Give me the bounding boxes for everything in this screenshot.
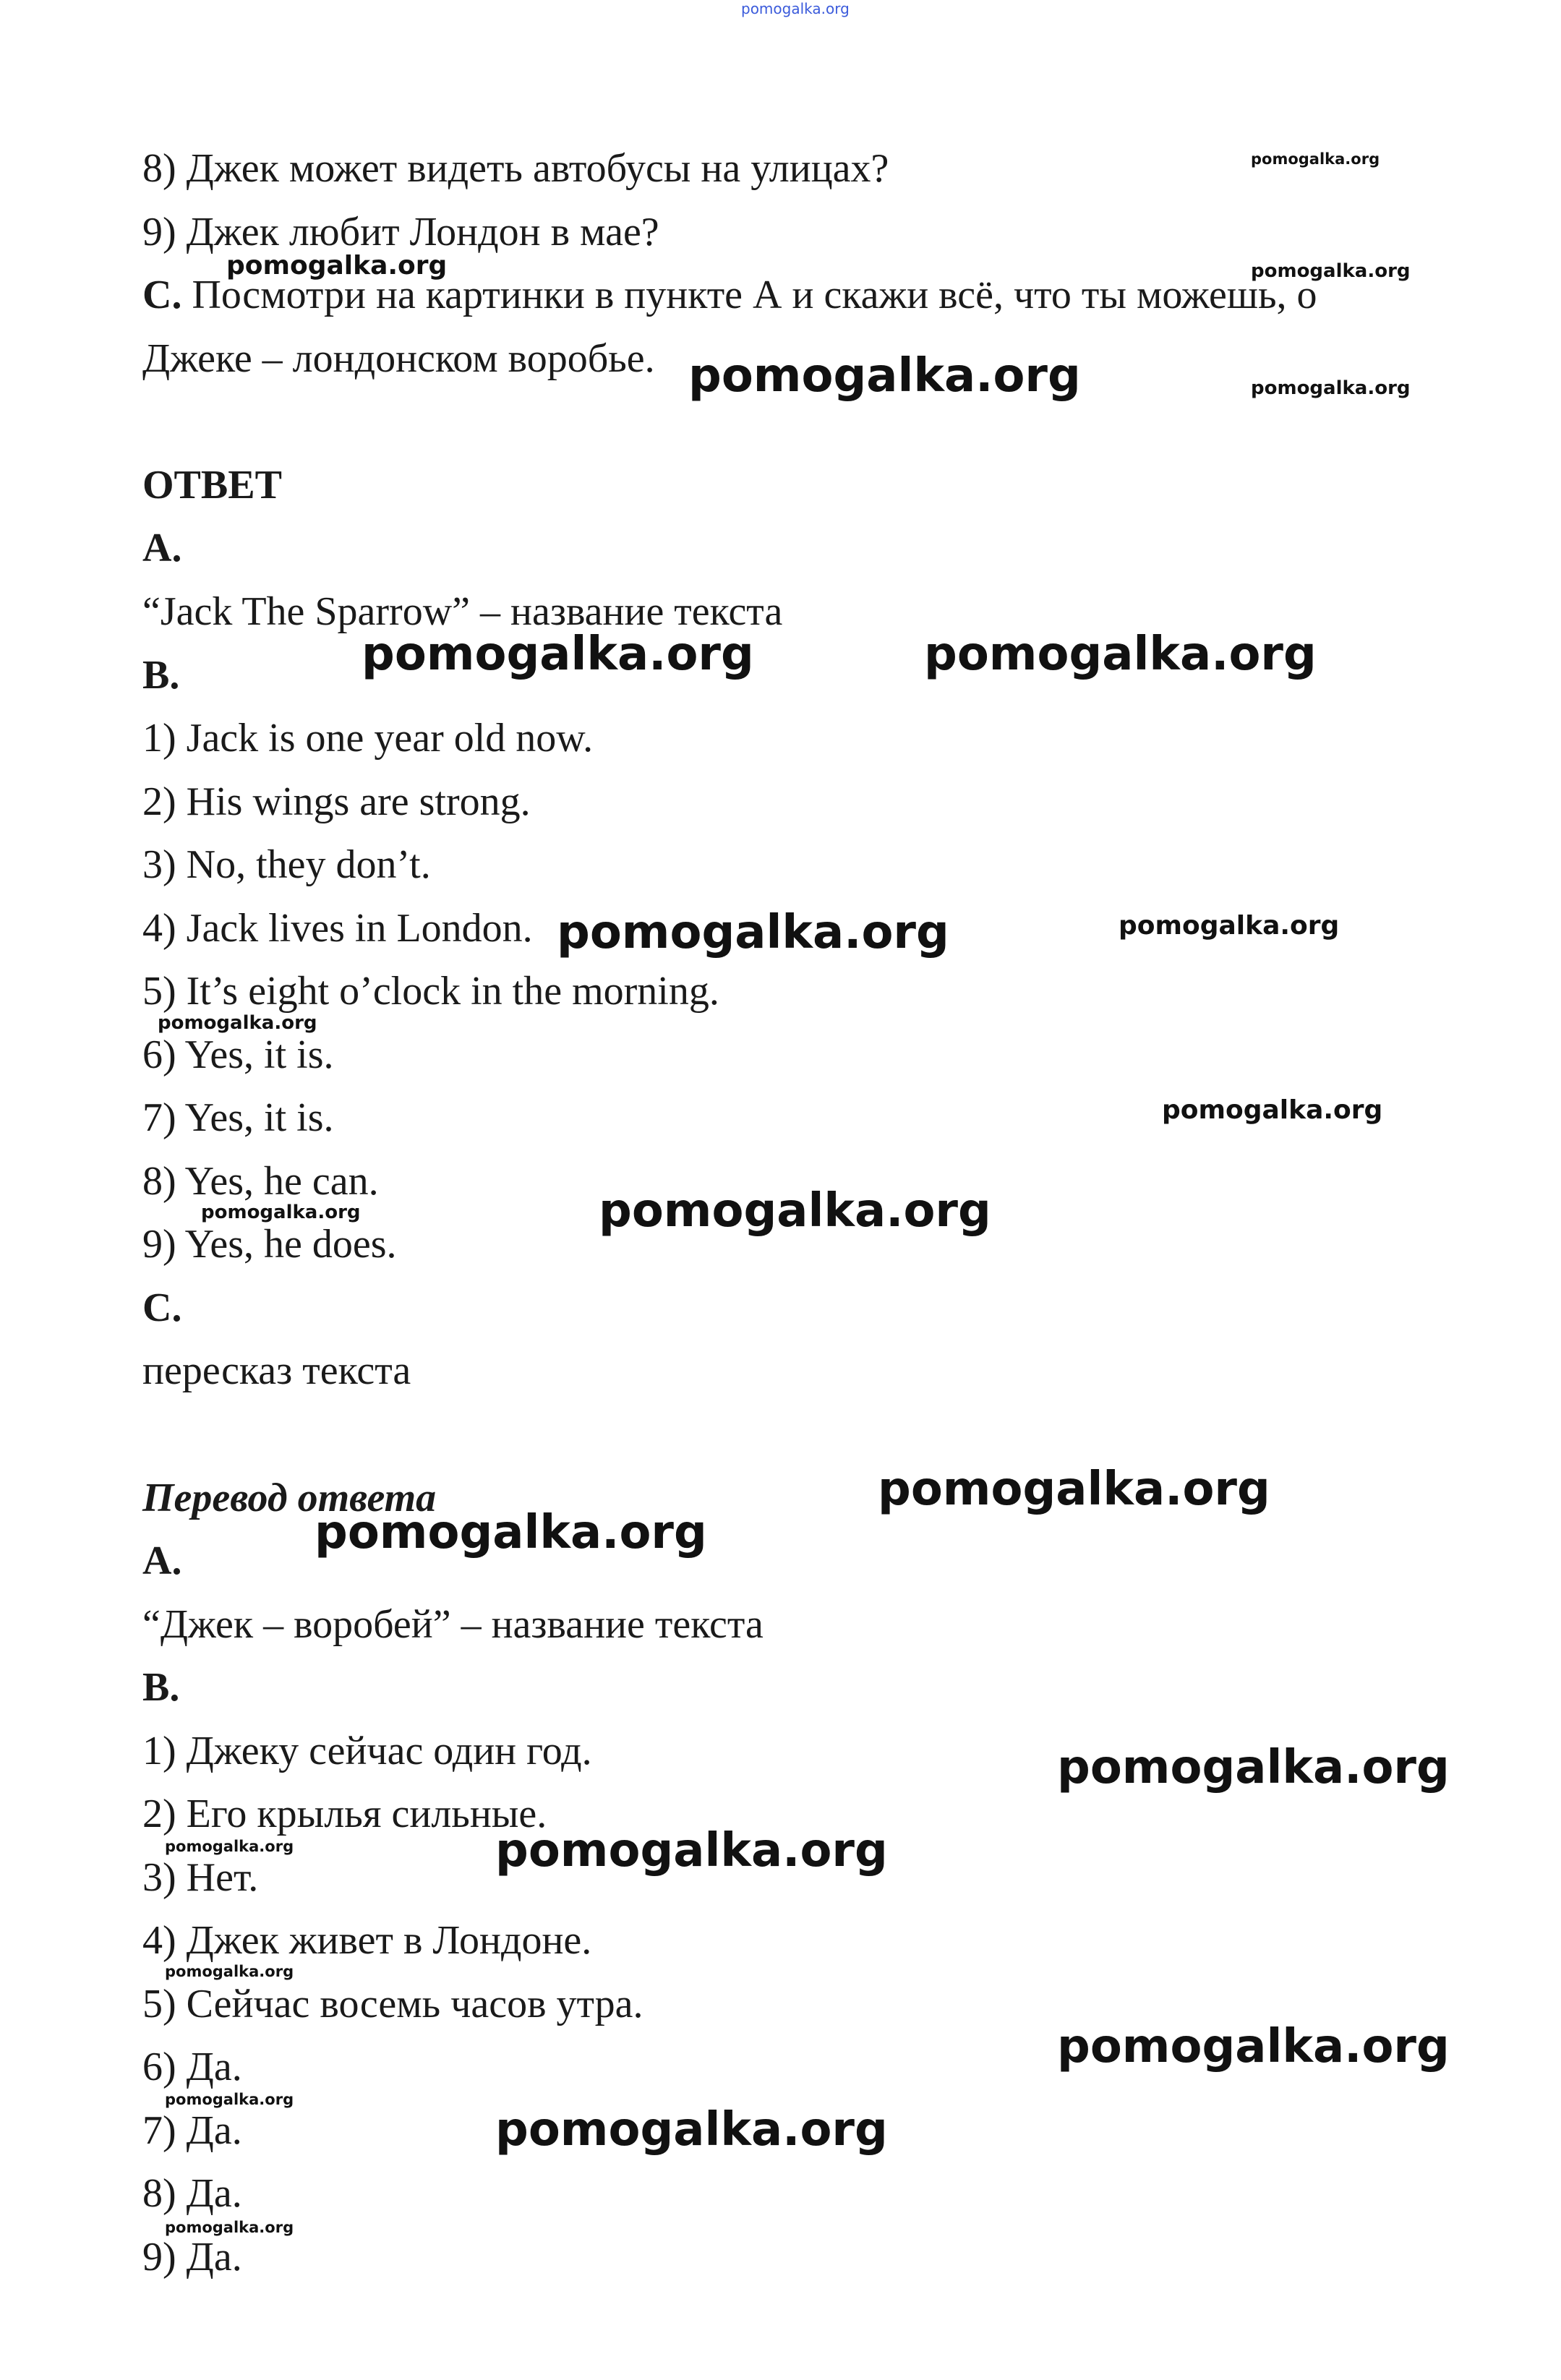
watermark: pomogalka.org [1251,150,1380,168]
watermark: pomogalka.org [1251,260,1411,282]
translation-b-item: 1) Джеку сейчас один год. [142,1729,592,1773]
watermark: pomogalka.org [226,251,448,281]
watermark: pomogalka.org [165,2091,294,2108]
translation-b-item: 8) Да. [142,2171,242,2216]
translation-b-item: 9) Да. [142,2235,242,2280]
translation-heading: Перевод ответа [142,1476,437,1520]
translation-b-item: 4) Джек живет в Лондоне. [142,1918,592,1963]
watermark: pomogalka.org [1119,911,1340,941]
translation-a-text: “Джек – воробей” – название текста [142,1602,764,1647]
watermark: pomogalka.org [201,1202,361,1223]
question-8: 8) Джек может видеть автобусы на улицах? [142,146,889,191]
watermark: pomogalka.org [1251,377,1411,399]
watermark: pomogalka.org [557,906,949,959]
watermark: pomogalka.org [165,2219,294,2236]
watermark: pomogalka.org [1057,2020,1450,2073]
question-9: 9) Джек любит Лондон в мае? [142,210,659,254]
answer-b-item: 6) Yes, it is. [142,1032,334,1077]
watermark: pomogalka.org [165,1963,294,1980]
watermark: pomogalka.org [495,1824,888,1878]
watermark: pomogalka.org [924,628,1317,681]
answer-c-text: пересказ текста [142,1348,411,1393]
answer-b-item: 5) It’s eight o’clock in the morning. [142,969,719,1014]
answer-b-item: 9) Yes, he does. [142,1222,397,1267]
watermark: pomogalka.org [688,349,1081,403]
answer-a-label: A. [142,526,182,570]
watermark: pomogalka.org [362,628,754,681]
translation-b-item: 3) Нет. [142,1855,259,1900]
answer-b-item: 8) Yes, he can. [142,1159,379,1204]
task-c-line-2: Джеке – лондонском воробье. [142,336,655,381]
answer-b-item: 1) Jack is one year old now. [142,716,594,761]
watermark: pomogalka.org [315,1506,707,1559]
watermark: pomogalka.org [1162,1095,1383,1125]
answer-b-label: B. [142,653,180,698]
watermark: pomogalka.org [165,1838,294,1855]
watermark: pomogalka.org [158,1012,317,1034]
translation-b-item: 6) Да. [142,2045,242,2089]
answer-b-item: 3) No, they don’t. [142,842,431,887]
answer-heading: ОТВЕТ [142,463,282,508]
task-c-text: Посмотри на картинки в пункте А и скажи всё, что ты можешь, о [181,273,1317,317]
task-c-line-1 [142,275,1317,315]
watermark: pomogalka.org [599,1184,991,1238]
answer-c-label: C. [142,1285,182,1330]
answer-b-item: 2) His wings are strong. [142,779,531,824]
task-c-label: C. [142,273,182,317]
translation-b-item: 7) Да. [142,2108,242,2153]
translation-b-item: 5) Сейчас восемь часов утра. [142,1982,643,2026]
header-watermark: pomogalka.org [741,0,850,17]
translation-a-label: A. [142,1538,182,1583]
watermark: pomogalka.org [878,1463,1270,1516]
translation-b-label: B. [142,1665,180,1710]
watermark: pomogalka.org [1057,1741,1450,1794]
answer-a-text: “Jack The Sparrow” – название текста [142,589,783,634]
translation-b-item: 2) Его крылья сильные. [142,1792,547,1836]
answer-b-item: 4) Jack lives in London. [142,906,533,951]
answer-b-item: 7) Yes, it is. [142,1095,334,1140]
watermark: pomogalka.org [495,2103,888,2157]
